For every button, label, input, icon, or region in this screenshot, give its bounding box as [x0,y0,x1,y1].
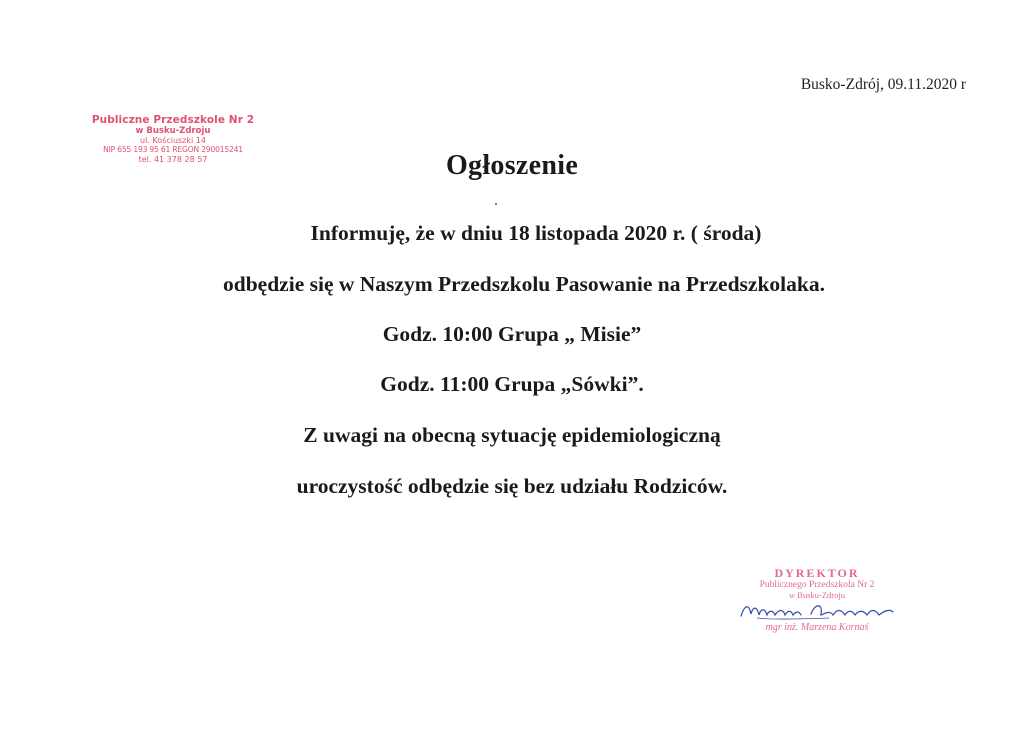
announcement-line-5: Z uwagi na obecną sytuację epidemiologiczną [303,423,721,447]
director-stamp [728,567,906,633]
page-title: Ogłoszenie [445,150,579,181]
announcement-line-2: odbędzie się w Naszym Przedszkolu Pasowanie na Przedszkolaka. [223,272,825,296]
announcement-line-4: Godz. 11:00 Grupa „Sówki”. [380,372,644,396]
handwritten-signature [733,600,901,622]
document-date: Busko-Zdrój, 09.11.2020 r [800,76,966,93]
stamp-line-address: ul. Kościuszki 14 [140,136,206,146]
announcement-line-1: Informuję, że w dniu 18 listopada 2020 r. ( środa) [310,221,762,245]
director-location: w Busku-Zdroju [789,589,845,600]
stray-dot [495,203,497,205]
stamp-line-city: w Busku-Zdroju [135,126,211,137]
stamp-line-phone: tel. 41 378 28 57 [138,154,208,164]
announcement-line-6: uroczystość odbędzie się bez udziału Rodziców. [296,474,728,498]
director-institution: Publicznego Przedszkola Nr 2 [759,580,875,591]
announcement-line-3: Godz. 10:00 Grupa „ Misie” [382,322,642,346]
stamp-line-ids: NIP 655 193 95 61 REGON 290015241 [103,144,243,154]
director-role: DYREKTOR [774,566,860,580]
stamp-line-name: Publiczne Przedszkole Nr 2 [91,114,255,126]
director-name: mgr inż. Marzena Kornaś [765,621,869,633]
